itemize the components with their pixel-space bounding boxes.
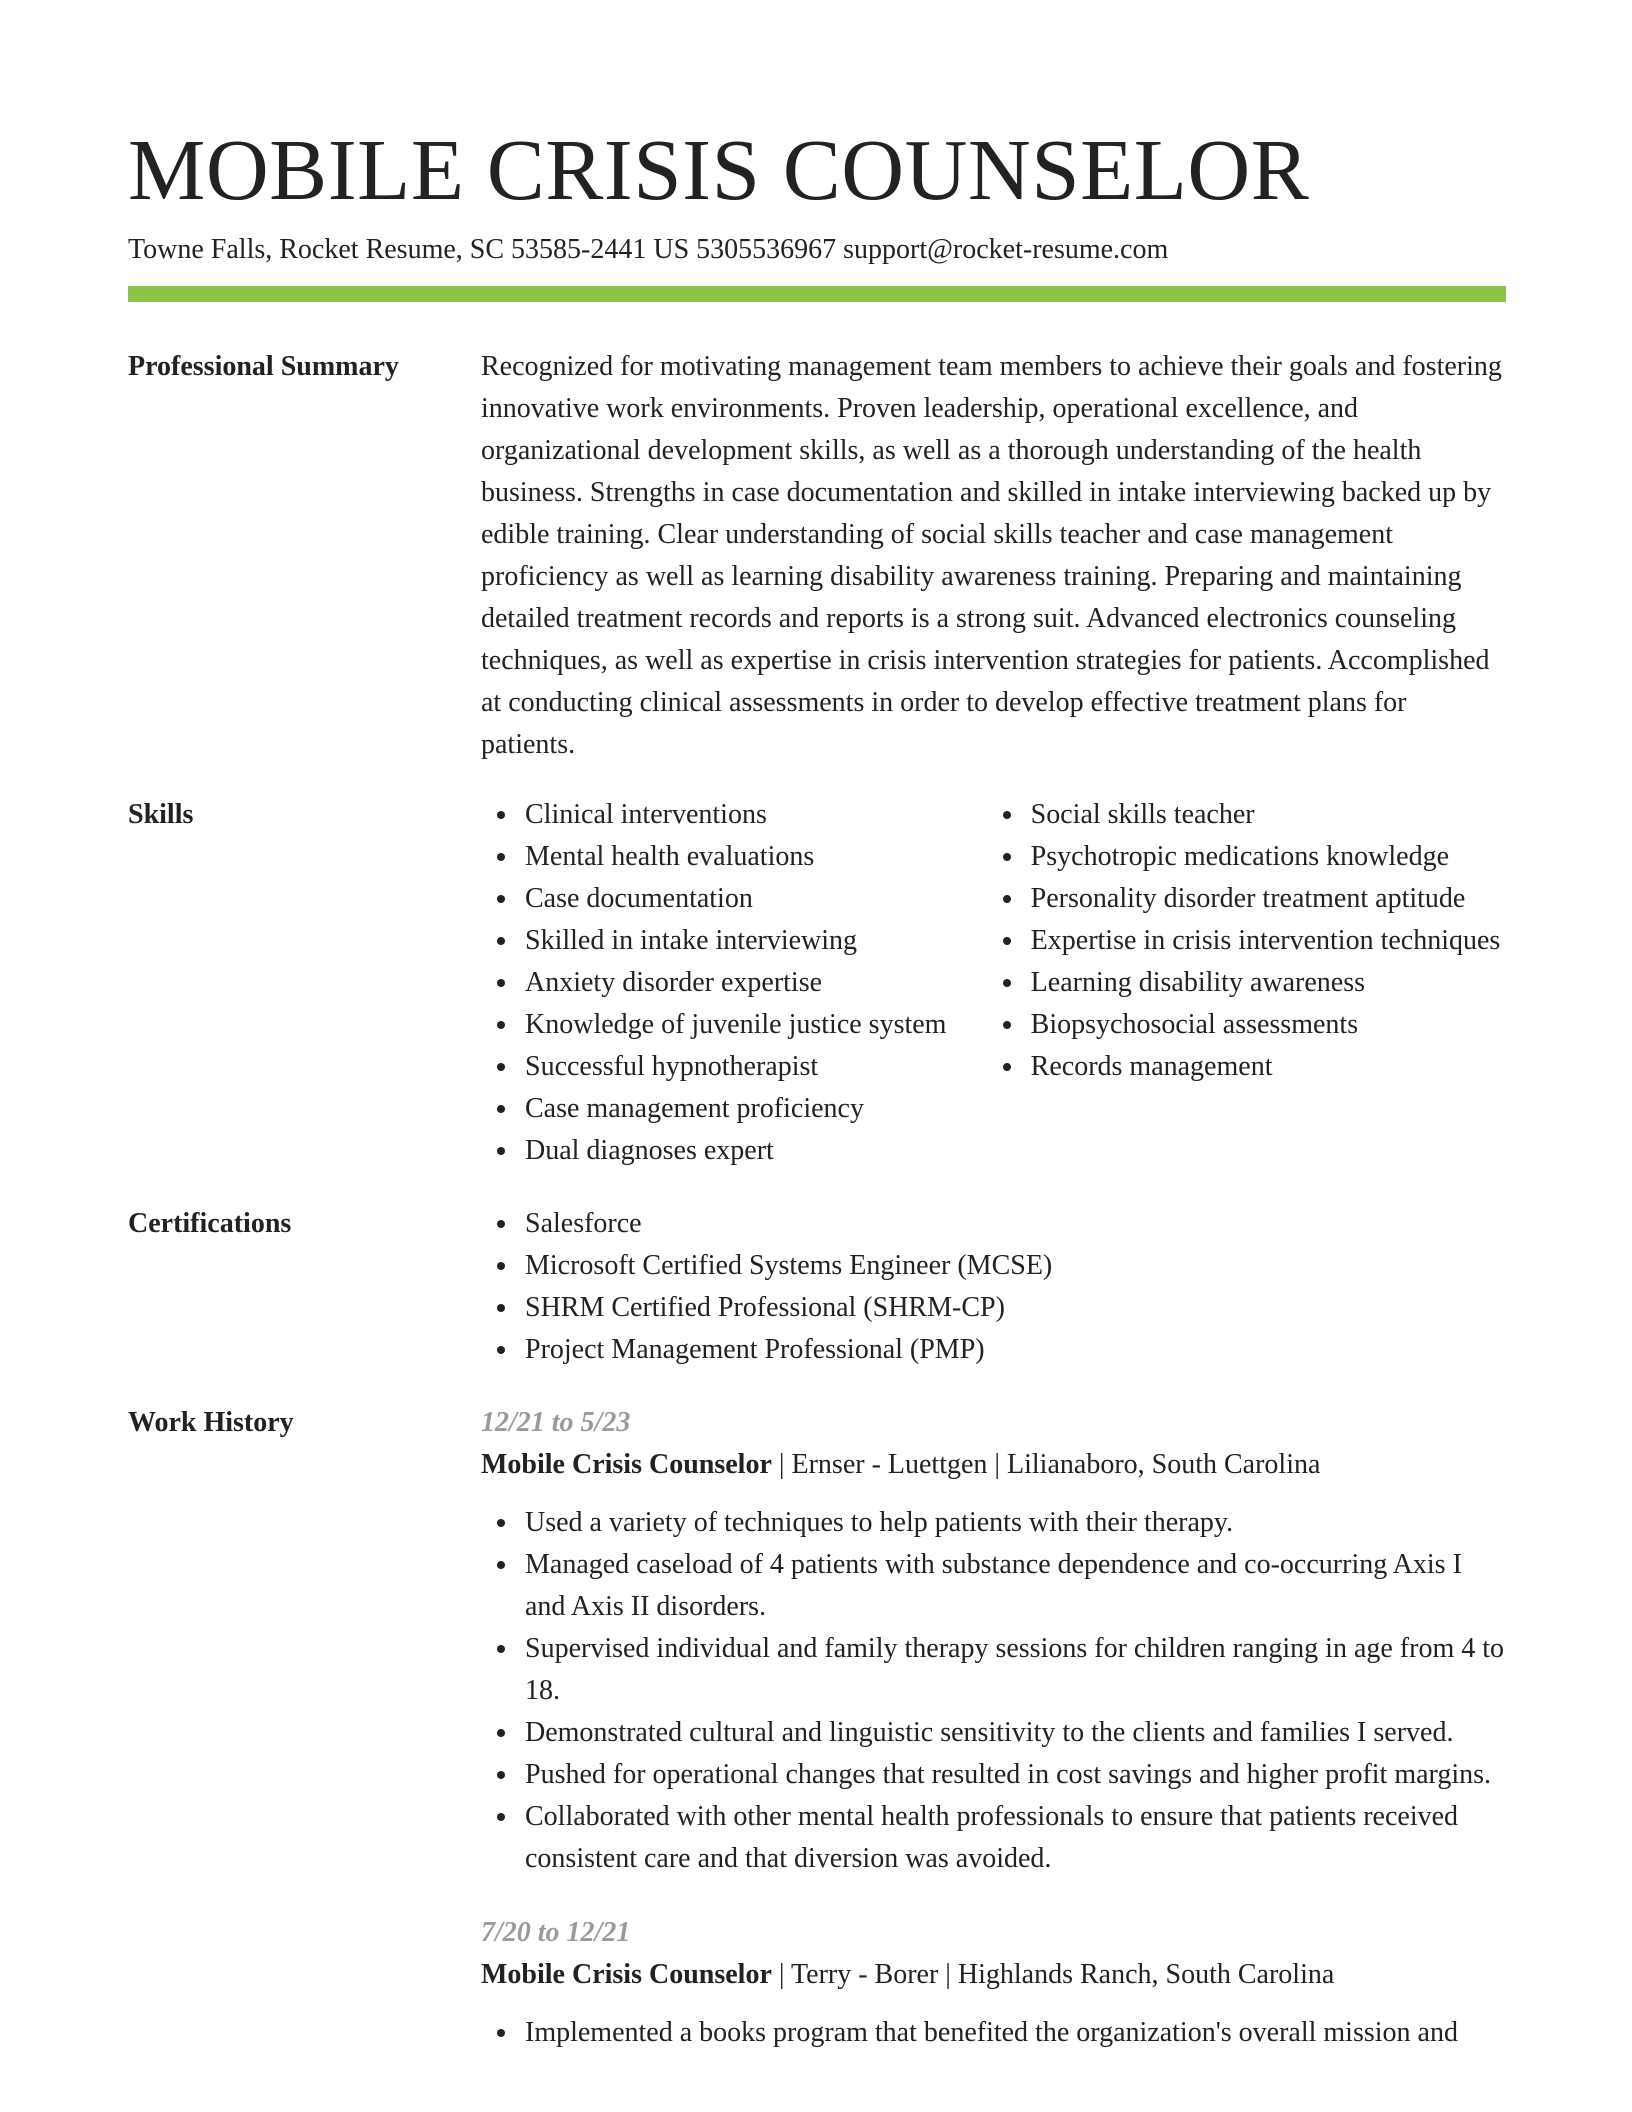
skill-item: Personality disorder treatment aptitude [1031,878,1507,920]
job-header [481,1954,1507,1996]
summary-body [481,346,1507,766]
skill-item: Clinical interventions [525,794,987,836]
certification-item: Project Management Professional (PMP) [525,1329,1507,1371]
job-responsibilities [481,1502,1507,1880]
skills-body [481,794,1507,1172]
summary-heading: Professional Summary [128,351,399,382]
skill-item: Social skills teacher [1031,794,1507,836]
responsibility-item: Supervised individual and family therapy sessions for children ranging in age from 4 to 18. [525,1628,1507,1712]
responsibility-item: Demonstrated cultural and linguistic sensitivity to the clients and families I served. [525,1712,1507,1754]
job-dates: 7/20 to 12/21 [481,1917,631,1948]
job-title: Mobile Crisis Counselor [481,1959,772,1990]
skill-item: Case documentation [525,878,987,920]
responsibility-item: Used a variety of techniques to help patients with their therapy. [525,1502,1507,1544]
skills-heading: Skills [128,799,194,830]
skill-item: Psychotropic medications knowledge [1031,836,1507,878]
certifications-list [481,1203,1507,1371]
job-entry [481,1402,1507,1880]
summary-text: Recognized for motivating management team members to achieve their goals and fostering innovative work environments. Proven leadership, operational excellence, and organizational development skills, as well as a thorough understanding of the health business. Strengths in case documentation and skilled in intake interviewing backed up by edible training. Clear understanding of social skills teacher and case management proficiency as well as learning disability awareness training. Preparing and maintaining detailed treatment records and reports is a strong suit. Advanced electronics counseling techniques, as well as expertise in crisis intervention strategies for patients. Accomplished at conducting clinical assessments in order to develop effective treatment plans for patients. [481,351,1502,760]
skill-item: Skilled in intake interviewing [525,920,987,962]
skill-item: Mental health evaluations [525,836,987,878]
job-employer-location: | Ernser - Luettgen | Lilianaboro, South Carolina [771,1449,1321,1480]
skill-item: Expertise in crisis intervention techniques [1031,920,1507,962]
skills-list-right [987,794,1507,1172]
skill-item: Anxiety disorder expertise [525,962,987,1004]
job-employer-location: | Terry - Borer | Highlands Ranch, South Carolina [771,1959,1335,1990]
job-responsibilities [481,2012,1507,2054]
skill-item: Dual diagnoses expert [525,1130,987,1172]
responsibility-item: Pushed for operational changes that resulted in cost savings and higher profit margins. [525,1754,1507,1796]
skill-item: Successful hypnotherapist [525,1046,987,1088]
skill-item: Case management proficiency [525,1088,987,1130]
skills-list-left [481,794,987,1172]
skill-item: Knowledge of juvenile justice system [525,1004,987,1046]
certifications-heading: Certifications [128,1208,292,1239]
certification-item: Salesforce [525,1203,1507,1245]
work-history-heading: Work History [128,1407,294,1438]
skill-item: Learning disability awareness [1031,962,1507,1004]
resume-title: MOBILE CRISIS COUNSELOR [128,121,1310,218]
header-divider [128,286,1506,302]
certifications-body [481,1203,1507,1371]
certification-item: Microsoft Certified Systems Engineer (MCSE) [525,1245,1507,1287]
contact-line: Towne Falls, Rocket Resume, SC 53585-2441 US 5305536967 support@rocket-resume.com [128,234,1169,265]
skill-item: Records management [1031,1046,1507,1088]
job-dates: 12/21 to 5/23 [481,1407,631,1438]
skills-columns [481,794,1507,1172]
job-entry [481,1912,1507,2054]
responsibility-item: Collaborated with other mental health professionals to ensure that patients received consistent care and that diversion was avoided. [525,1796,1507,1880]
job-header [481,1444,1507,1486]
skill-item: Biopsychosocial assessments [1031,1004,1507,1046]
certification-item: SHRM Certified Professional (SHRM-CP) [525,1287,1507,1329]
responsibility-item: Managed caseload of 4 patients with substance dependence and co-occurring Axis I and Axis II disorders. [525,1544,1507,1628]
work-history-body [481,1402,1507,2086]
responsibility-item: Implemented a books program that benefited the organization's overall mission and [525,2012,1507,2054]
job-title: Mobile Crisis Counselor [481,1449,772,1480]
